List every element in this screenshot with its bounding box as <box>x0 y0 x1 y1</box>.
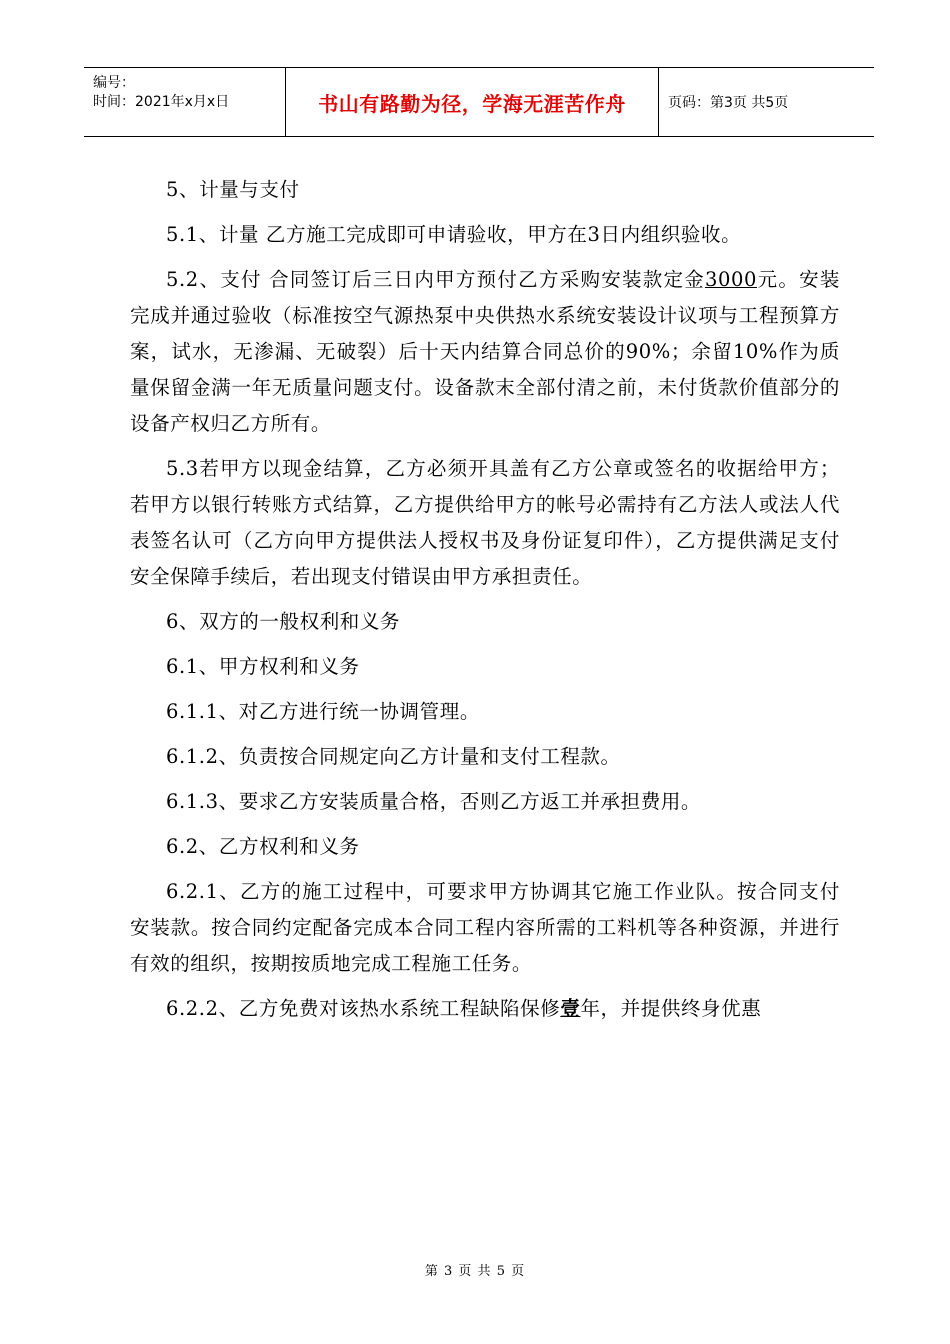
section-heading-5: 5、计量与支付 <box>166 178 300 201</box>
footer-page-number: 第 3 页 共 5 页 <box>424 1264 526 1279</box>
clause-6-2-2-text-b: 年，并提供终身优惠 <box>580 997 762 1020</box>
header-page-info: 页码：第3页 共5页 <box>668 95 789 111</box>
clause-6-2: 6.2、乙方权利和义务 <box>166 835 360 858</box>
clause-6-1: 6.1、甲方权利和义务 <box>166 655 360 678</box>
section-heading-6: 6、双方的一般权利和义务 <box>166 610 401 633</box>
clause-6-1-1: 6.1.1、对乙方进行统一协调管理。 <box>166 700 480 723</box>
clause-6-1-2: 6.1.2、负责按合同规定向乙方计量和支付工程款。 <box>166 745 621 768</box>
clause-5-2-text-b: 元。安装完成并通过验收（标准按空气源热泵中央供热水系统安装设计议项与工程预算方案，试水，无渗漏、无破裂）后十天内结算合同总价的90%；余留10%作为质量保留金满一年无质量问题支付。设备款末全部付清之前，未付货款价值部分的设备产权归乙方所有。 <box>130 268 840 435</box>
clause-5-1: 5.1、计量 乙方施工完成即可申请验收，甲方在3日内组织验收。 <box>166 223 742 246</box>
header-page-cell <box>659 68 874 136</box>
document-number-label: 编号： <box>93 75 135 91</box>
document-time-label: 时间：2021年x月x日 <box>93 94 230 110</box>
clause-6-1-3: 6.1.3、要求乙方安装质量合格，否则乙方返工并承担费用。 <box>166 790 702 813</box>
document-body <box>130 172 840 1036</box>
clause-6-2-2 <box>130 991 840 1027</box>
header-meta-cell <box>84 68 286 136</box>
header-motto-cell <box>286 68 659 136</box>
header-motto: 书山有路勤为径，学海无涯苦作舟 <box>318 91 626 116</box>
page-footer <box>0 1260 950 1279</box>
clause-6-2-1: 6.2.1、乙方的施工过程中，可要求甲方协调其它施工作业队。按合同支付安装款。按合同约定配备完成本合同工程内容所需的工料机等各种资源，并进行有效的组织，按期按质地完成工程施工任务。 <box>130 880 840 975</box>
clause-6-2-2-text-a: 6.2.2、乙方免费对该热水系统工程缺陷保修 <box>166 997 561 1020</box>
document-header <box>84 67 874 137</box>
clause-5-3: 5.3若甲方以现金结算，乙方必须开具盖有乙方公章或签名的收据给甲方；若甲方以银行转账方式结算，乙方提供给甲方的帐号必需持有乙方法人或法人代表签名认可（乙方向甲方提供法人授权书及身份证复印件），乙方提供满足支付安全保障手续后，若出现支付错误由甲方承担责任。 <box>130 457 840 588</box>
clause-5-2-text-a: 5.2、支付 合同签订后三日内甲方预付乙方采购安装款定金 <box>166 268 705 291</box>
warranty-years: 壹 <box>560 997 581 1020</box>
clause-5-2 <box>130 262 840 442</box>
deposit-amount: 3000 <box>704 268 757 291</box>
